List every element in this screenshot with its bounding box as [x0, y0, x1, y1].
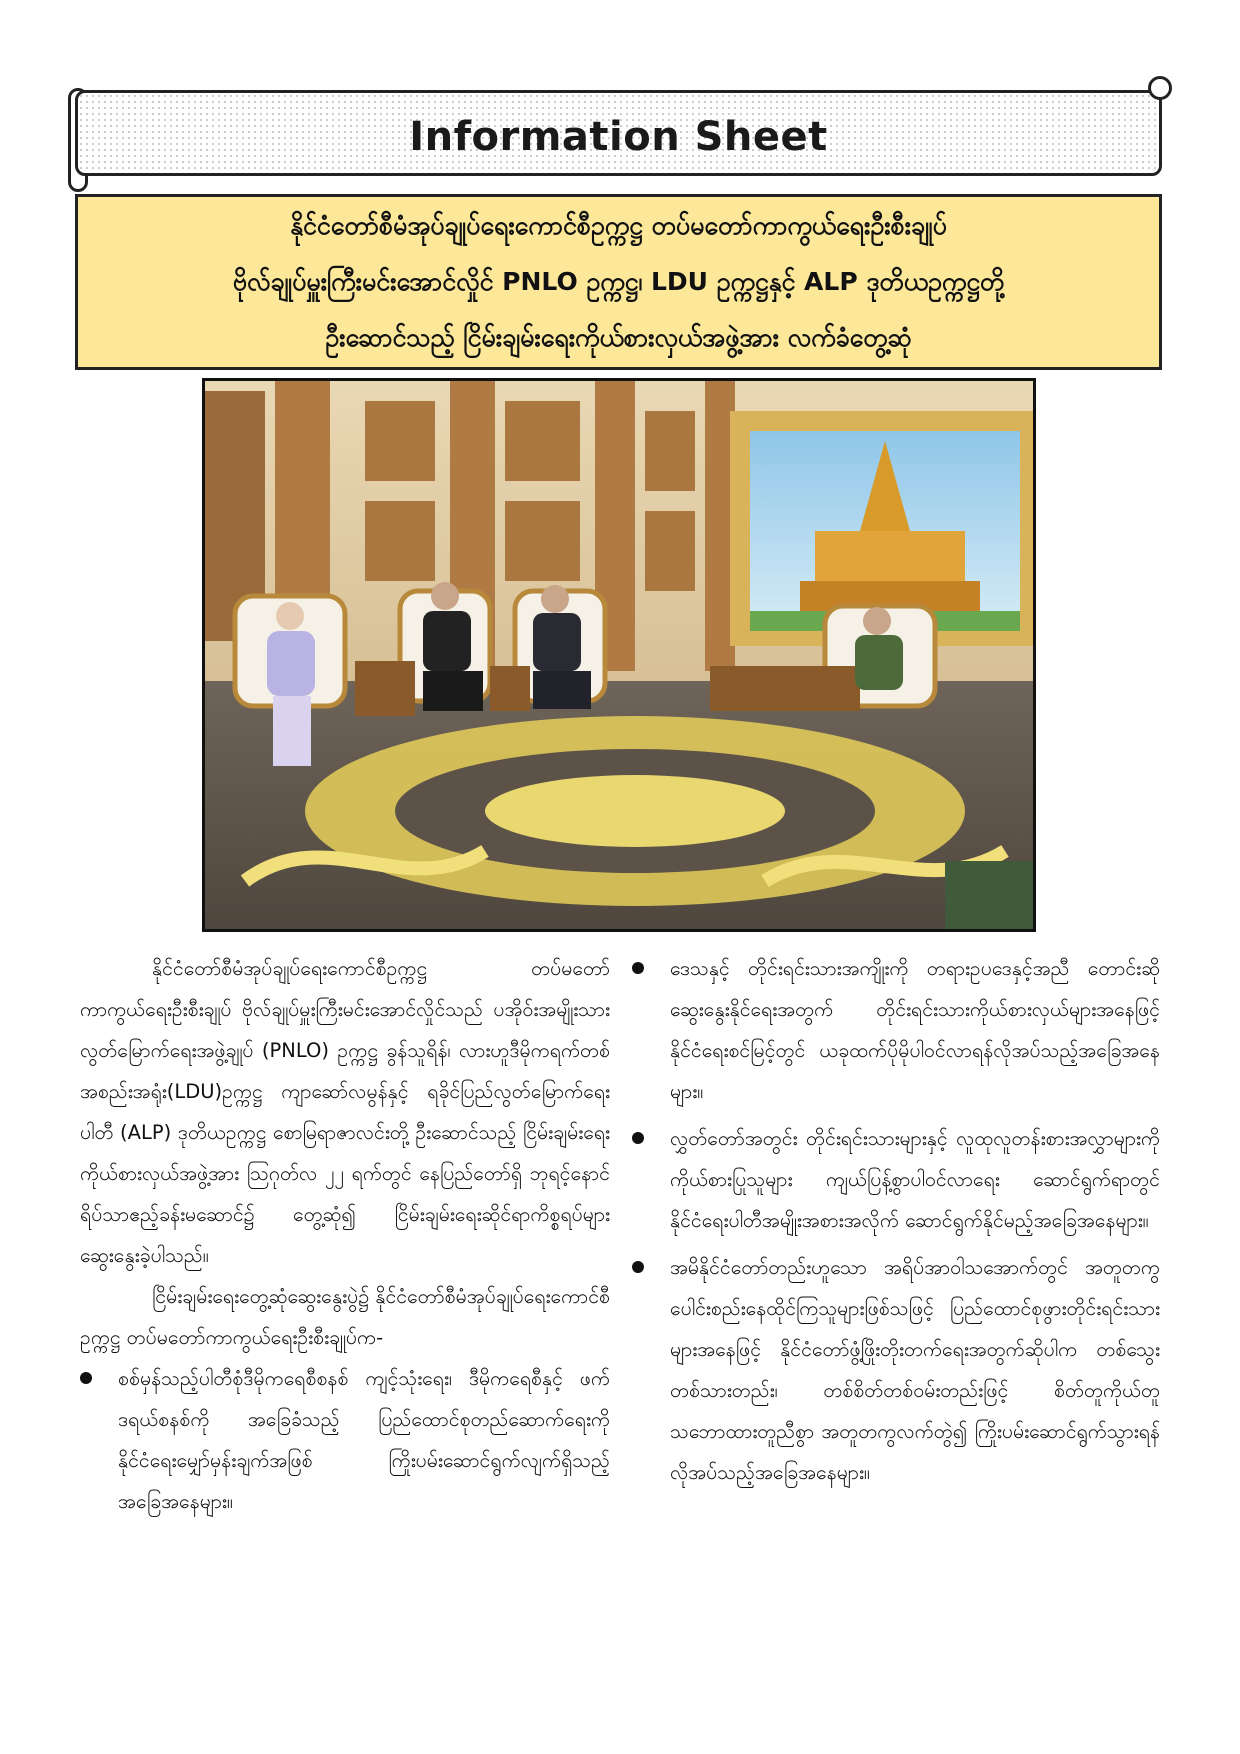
title-banner [75, 90, 1162, 176]
intro-paragraph: နိုင်ငံတော်စီမံအုပ်ချုပ်ရေးကောင်စီဥက္ကဋ္ဌ တပ်မတော်ကာကွယ်ရေးဦးစီးချုပ် ဗိုလ်ချုပ်မှူးကြီးမင်းအောင်လှိုင်သည် ပအိုဝ်းအမျိုးသားလွတ်မြောက်ရေးအဖွဲ့ချုပ် (PNLO) ဥက္ကဋ္ဌ ခွန်သူရိန်၊ လားဟူဒီမိုကရက်တစ်အစည်းအရုံး(LDU)ဥက္ကဋ္ဌ ကျာဆော်လမွန်နှင့် ရခိုင်ပြည်လွတ်မြောက်ရေးပါတီ (ALP) ဒုတိယဥက္ကဋ္ဌ စောမြရာဇာလင်းတို့ ဦးဆောင်သည့် ငြိမ်းချမ်းရေးကိုယ်စားလှယ်အဖွဲ့အား ဩဂုတ်လ ၂၂ ရက်တွင် နေပြည်တော်ရှိ ဘုရင့်နောင်ရိပ်သာဧည့်ခန်းမဆောင်၌ တွေ့ဆုံ၍ ငြိမ်းချမ်းရေးဆိုင်ရာကိစ္စရပ်များ ဆွေးနွေးခဲ့ပါသည်။ [80, 957, 610, 1267]
headline-line-1: နိုင်ငံတော်စီမံအုပ်ချုပ်ရေးကောင်စီဥက္ကဋ္ဌ တပ်မတော်ကာကွယ်ရေးဦးစီးချုပ် [290, 211, 947, 240]
scroll-right-curl [1148, 76, 1172, 100]
bullet-text: လွှတ်တော်အတွင်း တိုင်းရင်းသားများနှင့် လူထုလူတန်းစားအလွှာများကို ကိုယ်စားပြုသူများ ကျယ်ပြန့်စွာပါဝင်လာရေး ဆောင်ရွက်ရာတွင် နိုင်ငံရေးပါတီအမျိုးအစားအလိုက် ဆောင်ရွက်နိုင်မည့်အခြေအနေများ။ [670, 1127, 1160, 1232]
lead-paragraph: ငြိမ်းချမ်းရေးတွေ့ဆုံဆွေးနွေးပွဲ၌ နိုင်ငံတော်စီမံအုပ်ချုပ်ရေးကောင်စီဥက္ကဋ္ဌ တပ်မတော်ကာကွယ်ရေးဦးစီးချုပ်က- [80, 1285, 610, 1349]
headline-box [75, 194, 1162, 370]
body-right-column [632, 948, 1160, 1499]
headline-line-2: ဗိုလ်ချုပ်မှူးကြီးမင်းအောင်လှိုင် PNLO ဥက္ကဋ္ဌ၊ LDU ဥက္ကဋ္ဌနှင့် ALP ဒုတိယဥက္ကဋ္ဌတို့ [232, 267, 1005, 296]
list-item [632, 1118, 1160, 1241]
bullet-text: စစ်မှန်သည့်ပါတီစုံဒီမိုကရေစီစနစ် ကျင့်သုံးရေး၊ ဒီမိုကရေစီနှင့် ဖက်ဒရယ်စနစ်ကို အခြေခံသည့် ပြည်ထောင်စုတည်ဆောက်ရေးကို နိုင်ငံရေးမျှော်မှန်းချက်အဖြစ် ကြိုးပမ်းဆောင်ရွက်လျက်ရှိသည့်အခြေအနေများ။ [118, 1367, 610, 1513]
list-item [632, 1247, 1160, 1493]
bullet-icon [632, 1261, 644, 1273]
meeting-photo-illustration [205, 381, 1033, 929]
headline-line-3: ဦးဆောင်သည့် ငြိမ်းချမ်းရေးကိုယ်စားလှယ်အဖွဲ့အား လက်ခံတွေ့ဆုံ [325, 323, 912, 352]
bullet-text: အမိနိုင်ငံတော်တည်းဟူသော အရိပ်အာဝါသအောက်တွင် အတူတကွပေါင်းစည်းနေထိုင်ကြသူများဖြစ်သဖြင့် ပြည်ထောင်စုဖွားတိုင်းရင်းသားများအနေဖြင့် နိုင်ငံတော်ဖွံ့ဖြိုးတိုးတက်ရေးအတွက်ဆိုပါက တစ်သွေးတစ်သားတည်း၊ တစ်စိတ်တစ်ဝမ်းတည်းဖြင့် စိတ်တူကိုယ်တူ သဘောထားတူညီစွာ အတူတကွလက်တွဲ၍ ကြိုးပမ်းဆောင်ရွက်သွားရန် လိုအပ်သည့်အခြေအနေများ။ [670, 1256, 1160, 1484]
body-left-column [80, 948, 610, 1528]
page-title: Information Sheet [409, 114, 828, 160]
meeting-photo [202, 378, 1036, 932]
bullet-icon [80, 1372, 92, 1384]
bullet-icon [632, 962, 644, 974]
list-item [80, 1358, 610, 1522]
left-bullet-list [80, 1358, 610, 1522]
list-item [632, 948, 1160, 1112]
right-bullet-list [632, 948, 1160, 1493]
bullet-icon [632, 1132, 644, 1144]
bullet-text: ဒေသနှင့် တိုင်းရင်းသားအကျိုးကို တရားဥပဒေနှင့်အညီ တောင်းဆိုဆွေးနွေးနိုင်ရေးအတွက် တိုင်းရင်းသားကိုယ်စားလှယ်များအနေဖြင့် နိုင်ငံရေးစင်မြင့်တွင် ယခုထက်ပိုမိုပါဝင်လာရန်လိုအပ်သည့်အခြေအနေများ။ [670, 957, 1160, 1103]
